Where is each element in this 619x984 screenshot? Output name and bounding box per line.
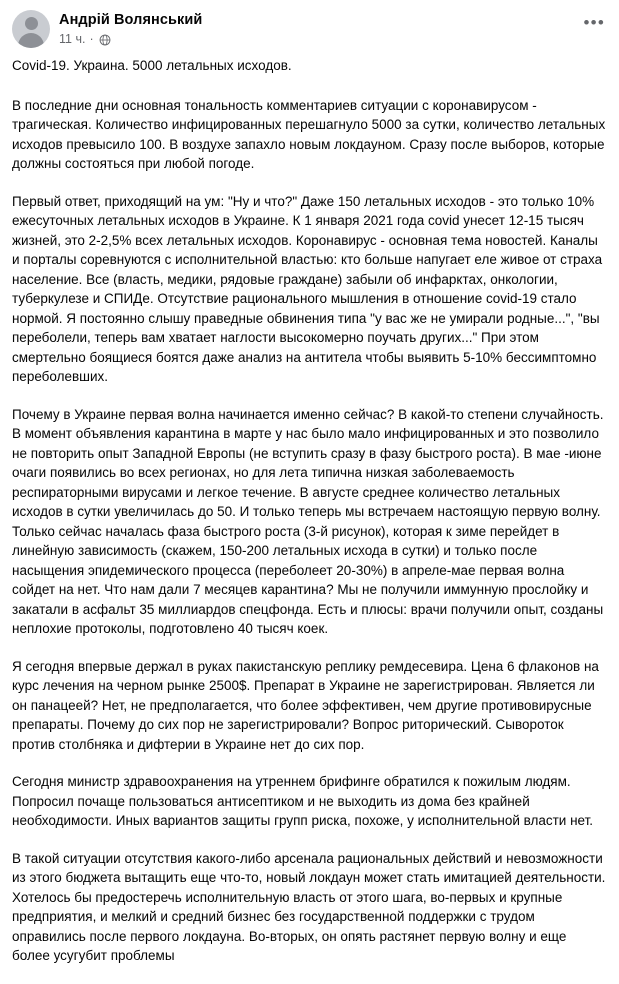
post-paragraph: Почему в Украине первая волна начинается именно сейчас? В какой-то степени случайность. В момент объявления карантина в марте у нас было мало инфицированных и это позволило не повторить опыт Западной Европы (не вступить сразу в фазу быстрого роста). В мае -июне очаги появились во всех регионах, но для лета типична низкая заболеваемость респираторными вирусами и легкое течение. В августе среднее количество летальных исходов в сутки увеличилась до 50. И только теперь мы встречаем настоящую первую волну. Только сейчас началась фаза быстрого роста (3-й рисунок), которая к зиме перейдет в линейную зависимость (скажем, 150-200 летальных исхода в сутки) и только после насыщения эпидемического процесса (переболеет 20-30%) в апреле-мае первая волна сойдет на нет. Что нам дали 7 месяцев карантина? Мы не получили иммунную прослойку и закатали в асфальт 35 миллиардов спецфонда. Есть и плюсы: врачи получили опыт, созданы неплохие протоколы, подготовлено 40 тысяч коек. (12, 406, 604, 636)
more-options-button[interactable]: ••• (583, 13, 605, 32)
post-header (0, 0, 619, 54)
avatar[interactable] (12, 10, 50, 48)
globe-icon (99, 34, 111, 46)
post-paragraph: В последние дни основная тональность комментариев ситуации с коронавирусом - трагическая. Количество инфицированных перешагнуло 5000 за сутки, количество летальных исходов превысило 100. В воздухе запахло новым локдауном. Сразу после выборов, которые должны состояться при любой погоде. (12, 97, 606, 171)
post-body (0, 54, 619, 984)
post-paragraph: Первый ответ, приходящий на ум: "Ну и что?" Даже 150 летальных исходов - это только 10% ежесуточных летальных исходов в Украине. К 1 января 2021 года covid унесет 12-15 тысяч жизней, это 2-2,5% всех летальных исходов. Коронавирус - основная тема новостей. Каналы и порталы соревнуются с исполнительной властью: кто больше напугает еле живое от страха население. Все (власть, медики, рядовые граждане) забыли об инфарктах, онкологии, туберкулезе и СПИДе. Отсутствие рационального мышления в отношение covid-19 стало нормой. Я постоянно слышу праведные обвинения типа "у вас же не умирали родные...", "вы переболели, теперь вам хватает наглости высокомерно поучать других..." При этом смертельно боящиеся боятся даже анализ на антитела чтобы выявить 5-10% бессимптомно переболевших. (12, 193, 603, 384)
post-author-name[interactable]: Андрій Волянський (59, 12, 203, 28)
post-paragraph: Covid-19. Украина. 5000 летальных исходов. (12, 58, 292, 73)
post-paragraph: Я сегодня впервые держал в руках пакистанскую реплику ремдесевира. Цена 6 флаконов на курс лечения на черном рынке 2500$. Препарат в Украине не зарегистрирован. Является ли он панацеей? Нет, не предполагается, что более эффективен, чем другие противовирусные препараты. Почему до сих пор не зарегистрировали? Вопрос риторический. Сывороток против столбняка и дифтерии в Украине нет до сих пор. (12, 658, 599, 752)
post-paragraph: Сегодня министр здравоохранения на утреннем брифинге обратился к пожилым людям. Попросил почаще пользоваться антисептиком и не выходить из дома без крайней необходимости. Иных вариантов защиты групп риска, похоже, у исполнительной власти нет. (12, 774, 594, 828)
post-author-block (59, 10, 202, 48)
post-meta: 11 ч. · (59, 31, 202, 48)
post-paragraph: В такой ситуации отсутствия какого-либо арсенала рациональных действий и невозможности из этого бюджета вытащить еще что-то, новый локдаун может стать имитацией деятельности. Хотелось бы предостеречь исполнительную власть от этого шага, во-первых и крупные предприятия, и мелкий и средний бизнес без государственной поддержки с трудом оправились после первого локдауна. Во-вторых, он опять растянет первую волну и еще более усугубит проблемы (12, 850, 606, 963)
post-timestamp[interactable]: 11 ч. (59, 32, 86, 46)
